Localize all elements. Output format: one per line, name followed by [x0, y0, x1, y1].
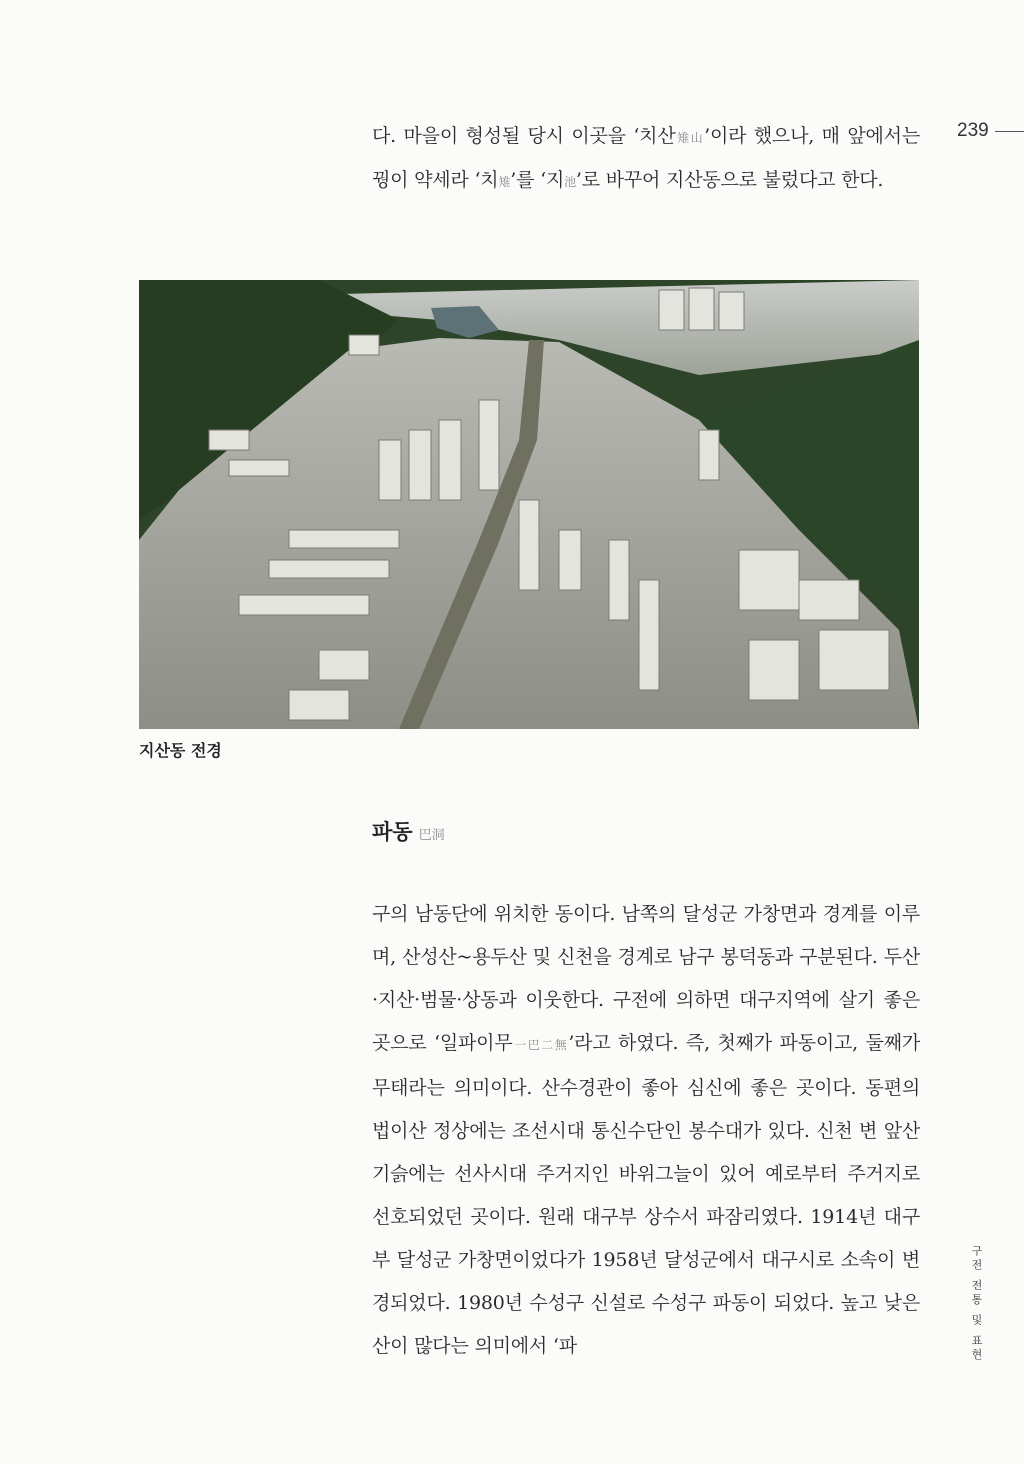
photo-caption: 지산동 전경: [139, 741, 222, 760]
page-number-rule: [995, 131, 1024, 132]
aerial-photo-jisan-dong: [139, 280, 919, 729]
section-title-hanja: 巴洞: [418, 828, 445, 843]
body-paragraph: 구의 남동단에 위치한 동이다. 남쪽의 달성군 가창면과 경계를 이루며, 산성산~용두산 및 신천을 경계로 남구 봉덕동과 구분된다. 두산·지산·범물·상동과 이웃한다. 구전에 의하면 대구지역에 살기 좋은 곳으로 ‘일파이무一巴二無’라고 하였다. 즉, 첫째가 파동이고, 둘째가 무태라는 의미이다. 산수경관이 좋아 심신에 좋은 곳이다. 동편의 법이산 정상에는 조선시대 통신수단인 봉수대가 있다. 신천 변 앞산 기슭에는 선사시대 주거지인 바위그늘이 있어 예로부터 주거지로 선호되었던 곳이다. 원래 대구부 상수서 파잠리였다. 1914년 대구부 달성군 가창면이었다가 1958년 달성군에서 대구시로 소속이 변경되었다. 1980년 수성구 신설로 수성구 파동이 되었다. 높고 낮은 산이 많다는 의미에서 ‘파: [372, 903, 921, 1357]
hanja-annotation: 池: [564, 175, 576, 189]
section-title: [372, 816, 445, 846]
page-number: [957, 120, 1024, 142]
hanja-annotation: 一巴二無: [512, 1038, 569, 1052]
running-side-label: 구전 전통 및 표현: [970, 1245, 983, 1363]
section-title-text: 파동: [372, 819, 413, 844]
intro-paragraph: 다. 마을이 형성될 당시 이곳을 ‘치산雉山’이라 했으나, 매 앞에서는 꿩이 약세라 ‘치雉’를 ‘지池’로 바꾸어 지산동으로 불렀다고 한다.: [372, 125, 920, 191]
page-number-text: 239: [957, 120, 989, 141]
hanja-annotation: 雉山: [675, 131, 705, 145]
aerial-photo-illustration: [139, 280, 919, 729]
hanja-annotation: 雉: [498, 175, 511, 189]
